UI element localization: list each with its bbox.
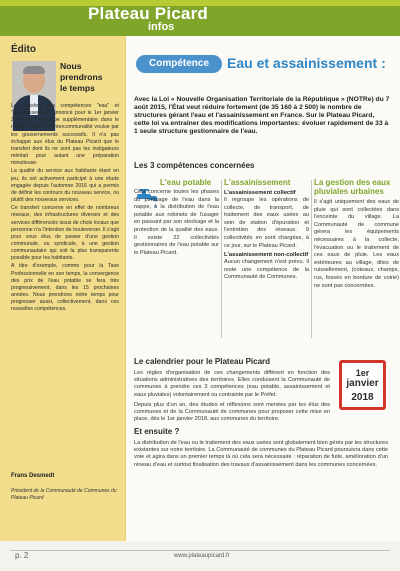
edito-paragraph-2: La qualité du service aux habitants étant en jeu, ils ont activement participé à une étude engagée depuis l'automne 2016 qui a permis de définir les contours du nouveau service, ou plutôt des nouveaux services. — [11, 168, 119, 204]
edito-headline-line-2: prendrons — [60, 72, 103, 82]
calendar-paragraph-2: Depuis plus d'un an, des études et réflexions sont menées par les élus des communes et de la Communauté de communes pour proposer cette mise en place, dès le 1er janvier 2018, aux communes du territoire. — [134, 401, 330, 423]
website-link[interactable]: www.plateaupicard.fr — [174, 553, 230, 559]
edito-headline-line-3: le temps — [60, 83, 95, 93]
calendar-month: janvier — [346, 378, 379, 389]
calendar-year: 2018 — [351, 392, 374, 403]
col-title-eaux-pluviales: La gestion des eaux pluviales urbaines — [314, 178, 391, 196]
competence-column-assainissement — [224, 178, 309, 282]
calendar-text — [134, 370, 330, 423]
col-title-eau-potable: L'eau potable — [160, 178, 212, 187]
lead-paragraph: Avec la Loi « Nouvelle Organisation Territoriale de la République » (NOTRe) du 7 août 2015, l'État veut réduire fortement (de 35 160 à 2 500) le nombre de structures gérant l'eau et l'assainissement en France. Sur le Plateau Picard, cette loi va entraîner des modifications importantes: évoluer rapidement de 33 à 1 seule structure gestionnaire de l'eau. — [134, 96, 390, 135]
portrait-hair — [23, 66, 45, 74]
edito-headline-line-1: Nous — [60, 61, 82, 71]
col-text-collectif: Il regroupe les opérations de collecte, de transport, de traitement des eaux usées au sein de station d'épuration et l'entretien des réseaux. 9 collectivités en sont chargées, à ce jour, sur le Plateau Picard. — [224, 197, 309, 249]
col-sub-non-collectif: L'assainissement non-collectif — [224, 252, 309, 259]
calendar-day: 1er — [355, 368, 370, 378]
col-text-non-collectif: Aucun changement n'est prévu. Il reste une compétence de la Communauté de Communes. — [224, 259, 309, 281]
footer-rule — [10, 550, 390, 551]
column-divider-2 — [311, 180, 312, 338]
competences-heading: Les 3 compétences concernées — [134, 161, 255, 170]
col-text-eau-potable: Cela concerne toutes les phases du pompage de l'eau dans la nappe, à la distribution de l'eau potable aux robinets de l'usager en passant par son stockage et la protection de la qualité des eaux. Il existe 22 collectivités gestionnaires de l'eau potable sur le Plateau Picard. — [134, 189, 219, 256]
edito-headline — [60, 61, 120, 94]
competence-badge: Compétence — [136, 55, 222, 73]
brand-subtitle: infos — [148, 21, 175, 33]
col-title-assainissement: L'assainissement — [224, 178, 291, 187]
edito-body — [11, 103, 119, 315]
calendar-paragraph-1: Les règles d'organisation de ces changements diffèrent en fonction des situations administratives des territoires. Elles conduisent la Communauté de communes à prendre ces 3 compétences (eau potable, assainissement et eaux pluviales) volontairement ou contrainte par le Préfet. — [134, 370, 330, 398]
edito-paragraph-3: Ce transfert concerne en effet de nombreux réseaux, des infrastructures diverses et des services différenciés issus de choix locaux que personne n'a l'intention de bouleverser. Il s'agit pour vous élus de passer d'une gestion communale, ou syndicale, à une gestion communautaire qui soit la plus transparente possible pour les habitants. — [11, 205, 119, 262]
author-name: Frans Desmedt — [11, 473, 55, 479]
column-divider-1 — [221, 180, 222, 338]
header-banner — [0, 0, 400, 36]
calendar-heading: Le calendrier pour le Plateau Picard — [134, 357, 271, 366]
author-role: Président de la Communauté de Communes du Plateau Picard — [11, 488, 117, 501]
edito-title: Édito — [11, 44, 36, 55]
col-text-eaux-pluviales: Il s'agit uniquement des eaux de pluie qui sont collectées dans l'enceinte du village. La Communauté de commune gérera les équipements nécessaires à la collecte, l'évacuation ou le traitement de ces eaux de pluie. Les eaux extérieures au village, dites de ruissellement, (coteaux, champs, rus, fossés en bordure de voirie) ne sont pas concernées. — [314, 199, 399, 289]
edito-paragraph-1: Le transfert des compétences "eau" et "assainissement" annoncé pour le 1er janvier 2018 est une étape supplémentaire dans le renforcement de l'intercommunalité voulue par les gouvernements successifs. Il n'a pas échappé aux élus du Plateau Picard que le transfert dont ils ne sont pas les instigateurs méritait pour autant une préparation minutieuse. — [11, 103, 119, 167]
brand-title: Plateau Picard — [88, 4, 208, 23]
page-number: p. 2 — [15, 551, 29, 560]
competence-column-eaux-pluviales — [314, 178, 399, 290]
edito-paragraph-4: A titre d'exemple, comme pour la Taxe Professionnelle en son temps, la convergence des prix de l'eau potable se fera très progressivement, dans les 15 prochaines années. Nous prendrons notre temps pour progresser aussi, collectivement, dans ces nouvelles compétences. — [11, 263, 119, 313]
next-steps-heading: Et ensuite ? — [134, 427, 180, 436]
page-title: Eau et assainissement : — [227, 55, 386, 71]
competence-column-eau-potable — [134, 178, 219, 257]
next-steps-text: La distribution de l'eau ou le traitement des eaux usées sont globalement bien gérés par les structures existantes sur notre territoire. La Communauté de communes du Plateau Picard poursuivra dans cette voie et agira dans un premier temps là où cela sera nécessaire : réparation de fuite, amélioration d'un réseau d'eau et surtout finalisation des travaux d'assainissement dans les communes concernées. — [134, 440, 388, 468]
col-sub-collectif: L'assainissement collectif — [224, 190, 296, 196]
calendar-icon — [339, 360, 386, 410]
